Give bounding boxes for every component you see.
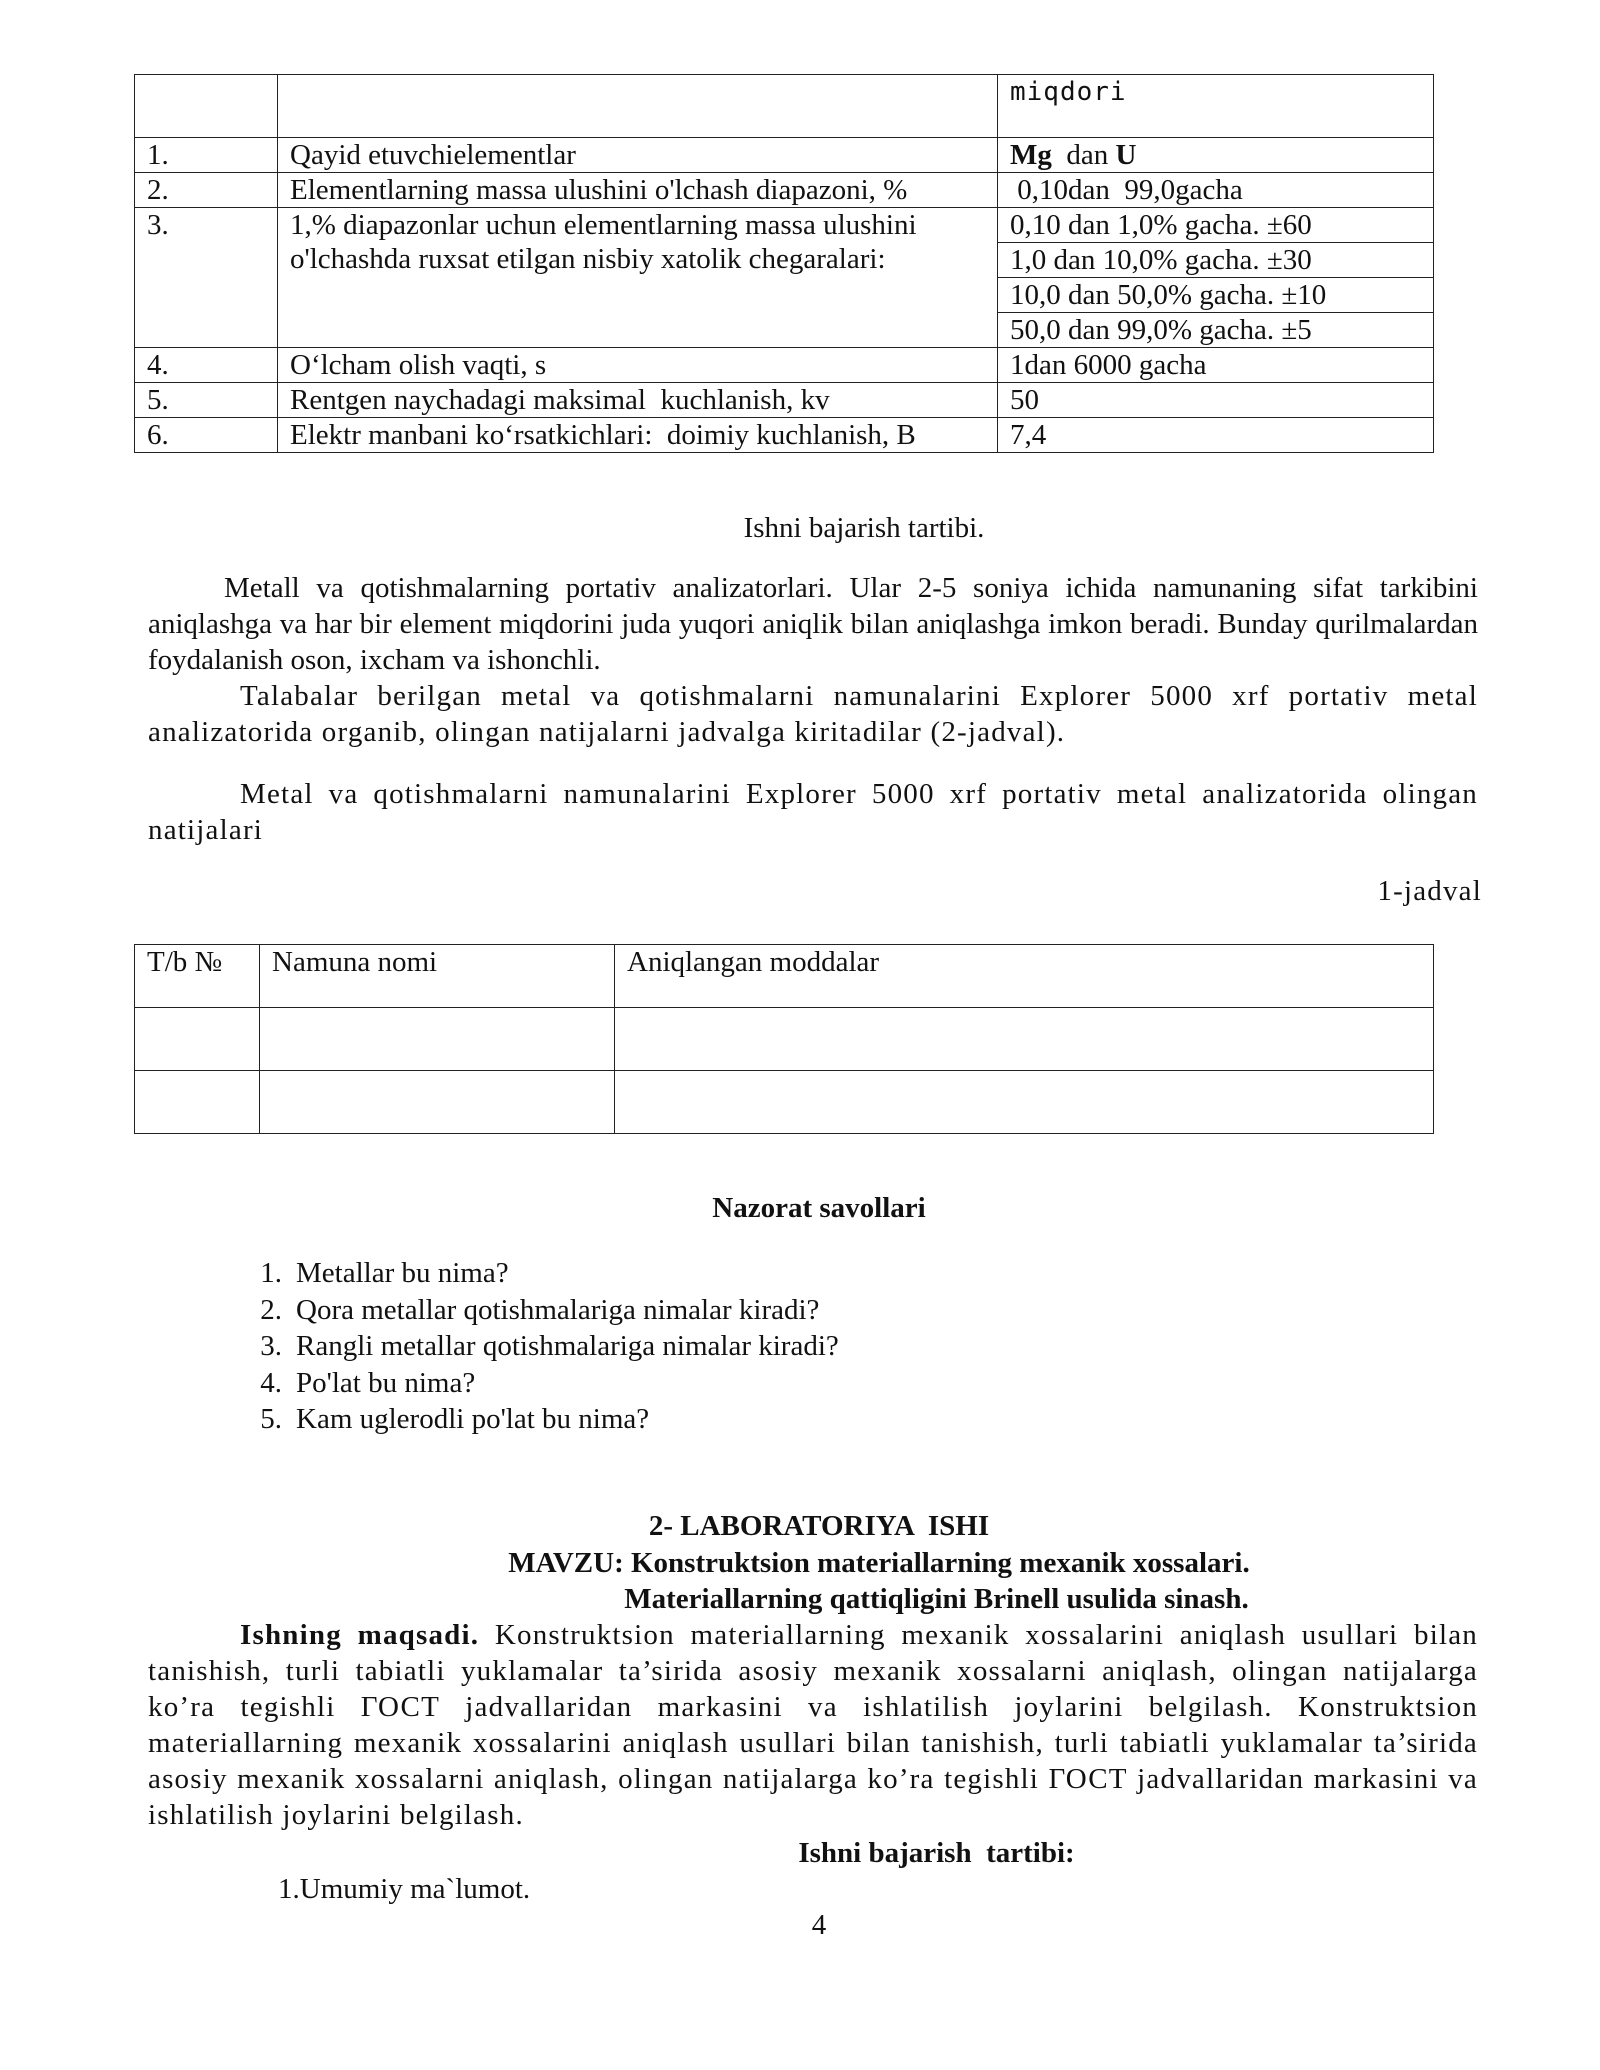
general-info: 1.Umumiy ma`lumot. — [278, 1873, 531, 1905]
results-header-row — [135, 945, 1434, 1008]
spec-row-num: 6. — [135, 418, 278, 453]
questions-title: Nazorat savollari — [712, 1192, 926, 1224]
spec-row — [135, 383, 1434, 418]
spec-row-name: Rentgen naychadagi maksimal kuchlanish, kv — [278, 383, 998, 418]
results-cell — [260, 1071, 615, 1134]
paragraph-results-caption: Metal va qotishmalarni namunalarini Explorer 5000 xrf portativ metal analizatorida olingan natijalari — [148, 778, 1478, 846]
spec-row — [135, 173, 1434, 208]
list-item: 5. Kam uglerodli po'lat bu nima? — [260, 1403, 650, 1435]
spec-row-num: 4. — [135, 348, 278, 383]
results-cell — [135, 1071, 260, 1134]
results-row — [135, 1071, 1434, 1134]
results-header-cell: Aniqlangan moddalar — [615, 945, 1434, 1008]
table-label: 1-jadval — [1377, 875, 1482, 907]
spec-row-name: Elektr manbani koʻrsatkichlari: doimiy kuchlanish, B — [278, 418, 998, 453]
list-item: 4. Po'lat bu nima? — [260, 1366, 476, 1399]
results-cell — [135, 1008, 260, 1071]
spec-row-name: Oʻlcham olish vaqti, s — [278, 348, 998, 383]
results-cell — [615, 1071, 1434, 1134]
spec-row-name: Qayid etuvchielementlar — [278, 138, 998, 173]
spec-row-value: 1,0 dan 10,0% gacha. ±30 — [998, 243, 1434, 278]
lab-heading: 2- LABORATORIYA ISHI — [648, 1510, 990, 1542]
spec-table — [134, 74, 1434, 453]
spec-row — [135, 418, 1434, 453]
spec-row-num: 5. — [135, 383, 278, 418]
results-table — [134, 944, 1434, 1134]
spec-row-value: 50,0 dan 99,0% gacha. ±5 — [998, 313, 1434, 348]
spec-row — [135, 138, 1434, 173]
page-number: 4 — [811, 1909, 827, 1941]
paragraph-analyzers: Metall va qotishmalarning portativ analizatorlari. Ular 2-5 soniya ichida namunaning sifat tarkibini aniqlashga va har bir element miqdorini juda yuqori aniqlik bilan aniqlashga imkon beradi. Bunday qurilmalardan foydalanish oson, ixcham va ishonchli. — [148, 572, 1478, 676]
lab-subtopic: Materiallarning qattiqligini Brinell usulida sinash. — [624, 1583, 1249, 1615]
procedure-title: Ishni bajarish tartibi. — [743, 512, 985, 544]
questions-list — [234, 1255, 1334, 1438]
lab-goal-paragraph — [148, 1617, 1478, 1833]
spec-row-name: 1,% diapazonlar uchun elementlarning massa ulushini o'lchashda ruxsat etilgan nisbiy xatolik chegaralari: — [278, 208, 998, 348]
results-header-cell: Namuna nomi — [260, 945, 615, 1008]
spec-row-value: 1dan 6000 gacha — [998, 348, 1434, 383]
spec-row — [135, 208, 1434, 243]
spec-row-num: 3. — [135, 208, 278, 348]
list-item: 2. Qora metallar qotishmalariga nimalar kiradi? — [260, 1293, 820, 1326]
spec-row-value: 50 — [998, 383, 1434, 418]
spec-row-name: Elementlarning massa ulushini o'lchash diapazoni, % — [278, 173, 998, 208]
lab-topic: MAVZU: Konstruktsion materiallarning mexanik xossalari. — [508, 1547, 1250, 1579]
list-item: 1. Metallar bu nima? — [260, 1257, 509, 1289]
spec-row-value: 0,10 dan 1,0% gacha. ±60 — [998, 208, 1434, 243]
lab-procedure-title: Ishni bajarish tartibi: — [798, 1837, 1075, 1869]
spec-header-row — [135, 75, 1434, 138]
results-header-cell: T/b № — [135, 945, 260, 1008]
goal-text: Konstruktsion materiallarning mexanik xossalarini aniqlash usullari bilan tanishish, turli tabiatli yuklamalar ta’sirida asosiy mexanik xossalarni aniqlash, olingan natijalarga ko’ra tegishli ГОСТ jadvallaridan markasini va ishlatilish joylarini belgilash. Konstruktsion materiallarning mexanik xossalarini aniqlash usullari bilan tanishish, turli tabiatli yuklamalar ta’sirida asosiy mexanik xossalarni aniqlash, olingan natijalarga ko’ra tegishli ГОСТ jadvallaridan markasini va ishlatilish joylarini belgilash. — [148, 1619, 1478, 1831]
spec-row-num: 2. — [135, 173, 278, 208]
spec-header-amount: miqdori — [998, 75, 1434, 138]
spec-row-value: 10,0 dan 50,0% gacha. ±10 — [998, 278, 1434, 313]
results-cell — [615, 1008, 1434, 1071]
goal-label: Ishning maqsadi. — [240, 1619, 480, 1651]
list-item: 3. Rangli metallar qotishmalariga nimalar kiradi? — [260, 1330, 839, 1362]
paragraph-students: Talabalar berilgan metal va qotishmalarni namunalarini Explorer 5000 xrf portativ metal analizatorida organib, olingan natijalarni jadvalga kiritadilar (2-jadval). — [148, 680, 1478, 748]
results-cell — [260, 1008, 615, 1071]
spec-row-value: 0,10dan 99,0gacha — [998, 173, 1434, 208]
spec-row-value: Mg dan U — [998, 138, 1434, 173]
spec-row-num: 1. — [135, 138, 278, 173]
spec-row — [135, 348, 1434, 383]
results-row — [135, 1008, 1434, 1071]
spec-row-value: 7,4 — [998, 418, 1434, 453]
